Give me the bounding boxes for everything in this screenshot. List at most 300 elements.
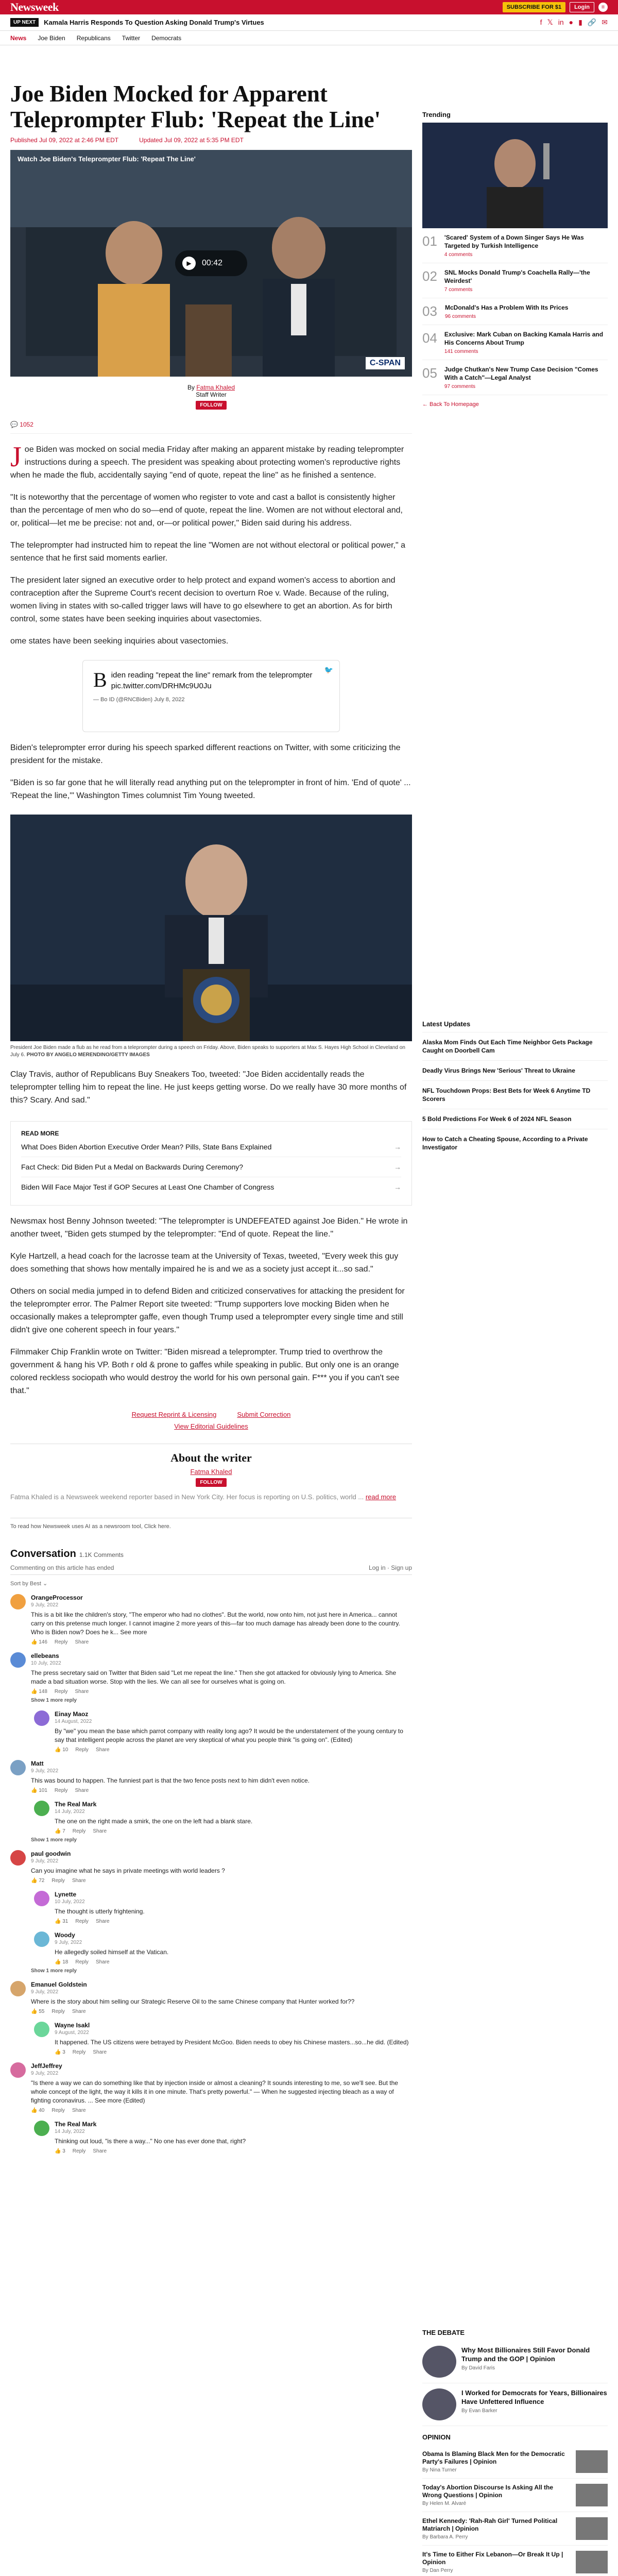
facebook-icon[interactable]: f xyxy=(540,18,542,26)
comment xyxy=(10,1652,412,1694)
comment-text: Where is the story about him selling our Strategic Reserve Oil to the same Chinese company that Hunter worked for?? xyxy=(31,1998,355,2005)
trending-body xyxy=(445,303,568,319)
trending-image[interactable] xyxy=(422,123,608,228)
trending-item[interactable] xyxy=(422,228,608,263)
comment-author[interactable]: OrangeProcessor xyxy=(31,1594,83,1601)
comment-body xyxy=(55,2121,412,2154)
trending-item[interactable] xyxy=(422,263,608,298)
arrow-right-icon: → xyxy=(394,1143,401,1151)
byline xyxy=(10,384,412,410)
nav-republicans[interactable]: Republicans xyxy=(76,34,111,42)
sidebar xyxy=(422,111,608,408)
reply-button[interactable]: Reply xyxy=(54,1639,68,1645)
play-icon[interactable]: ▶ xyxy=(182,257,196,270)
request-reprint-link[interactable]: Request Reprint & Licensing xyxy=(131,1411,217,1418)
reply-button[interactable]: Reply xyxy=(72,2148,86,2154)
up-next-badge: UP NEXT xyxy=(10,18,39,27)
trending-number: 03 xyxy=(422,303,437,319)
read-more-link[interactable]: Biden Will Face Major Test if GOP Secures at Least One Chamber of Congress xyxy=(21,1183,274,1191)
like-count[interactable] xyxy=(55,1959,68,1965)
like-value: 72 xyxy=(39,1878,45,1884)
latest-item-title[interactable]: Deadly Virus Brings New 'Serious' Threat to Ukraine xyxy=(422,1067,575,1074)
trending-item[interactable] xyxy=(422,360,608,395)
comment-text: "Is there a way we can do something like that by injection inside or almost a cleaning? It sounds interesting to me, so we'll see. But the whole concept of the light, the way it kills it in one minute. That's pretty powerful." — When he suggested injecting bleach as a way of fighting coronavirus. ... See more (Edited) xyxy=(31,2079,398,2104)
opinion-title: OPINION xyxy=(422,2433,451,2441)
comment xyxy=(34,1801,412,1834)
read-more-item[interactable] xyxy=(21,1157,401,1177)
reply-button[interactable]: Reply xyxy=(54,1788,68,1793)
trending-item[interactable] xyxy=(422,325,608,360)
tweet-meta[interactable]: — Bo ID (@RNCBiden) July 8, 2022 xyxy=(93,697,185,703)
editorial-guidelines-link[interactable]: View Editorial Guidelines xyxy=(174,1422,248,1430)
opinion-item-title[interactable]: Ethel Kennedy: 'Rah-Rah Girl' Turned Political Matriarch | Opinion xyxy=(422,2517,558,2532)
comment-text: This is a bit like the children's story, "The emperor who had no clothes". But the world, now onto him, not just here in America... cannot carry on this pretense much longer. I cannot imagine 2 more years of this—far too much damage has already been done to the country. Who is Biden now? Does he k... See more xyxy=(31,1611,400,1636)
paragraph-2: "It is noteworthy that the percentage of women who register to vote and cast a ballot is consistently higher than the percentage of men who do so—end of quote, repeat the line. Women are not without electoral and, or, political—let me be precise: not and, or—or political power," Biden said during his address. xyxy=(10,493,403,528)
like-value: 10 xyxy=(62,1747,68,1753)
comment-body xyxy=(31,2062,412,2113)
comment-date: 9 July, 2022 xyxy=(55,1940,82,1945)
thumbs-up-icon[interactable]: 👍 xyxy=(31,1788,39,1793)
avatar xyxy=(10,1981,26,1996)
like-value: 31 xyxy=(62,1919,68,1924)
opinion-item[interactable] xyxy=(422,2512,608,2546)
debate-list xyxy=(422,2341,608,2426)
comment xyxy=(10,2062,412,2113)
reply-button[interactable]: Reply xyxy=(72,1828,86,1834)
comment-author[interactable]: Emanuel Goldstein xyxy=(31,1981,87,1988)
comment-text: The thought is utterly frightening. xyxy=(55,1908,145,1915)
conversation-count: 1.1K Comments xyxy=(79,1551,124,1558)
share-button[interactable]: Share xyxy=(72,2108,86,2113)
trending-comments[interactable]: 96 comments xyxy=(445,314,476,319)
nav-twitter[interactable]: Twitter xyxy=(122,34,141,42)
share-button[interactable]: Share xyxy=(72,1878,86,1884)
paragraph-6: "Biden is so far gone that he will literally read anything put on the teleprompter in front of him. 'End of quote' ... 'Repeat the line,'" Washington Times columnist Tim Young tweeted. xyxy=(10,778,411,800)
comment-body xyxy=(55,2022,412,2055)
comment-date: 9 August, 2022 xyxy=(55,2030,89,2036)
reddit-icon[interactable]: ● xyxy=(569,18,574,26)
latest-item-title[interactable]: 5 Bold Predictions For Week 6 of 2024 NFL Season xyxy=(422,1115,572,1123)
opinion-item-author: By Helen M. Alvaré xyxy=(422,2501,467,2506)
opinion-thumbnail xyxy=(576,2450,608,2473)
trending-title: Trending xyxy=(422,111,451,118)
like-count[interactable] xyxy=(31,1639,47,1645)
opinion-body xyxy=(422,2517,571,2540)
avatar xyxy=(10,1594,26,1609)
thumbs-up-icon[interactable]: 👍 xyxy=(31,1689,39,1694)
nav-joe-biden[interactable]: Joe Biden xyxy=(38,34,65,42)
like-value: 146 xyxy=(39,1639,47,1645)
share-button[interactable]: Share xyxy=(93,2049,107,2055)
share-button[interactable]: Share xyxy=(72,2009,86,2014)
biden-photo-icon xyxy=(10,815,412,1041)
share-button[interactable]: Share xyxy=(95,1919,110,1924)
thumbs-up-icon[interactable]: 👍 xyxy=(55,1747,63,1753)
updated-date: Updated Jul 09, 2022 at 5:35 PM EDT xyxy=(139,137,244,144)
avatar xyxy=(10,1760,26,1775)
commenting-ended: Commenting on this article has ended xyxy=(10,1564,114,1571)
author-role: Staff Writer xyxy=(196,391,227,398)
reply-button[interactable]: Reply xyxy=(52,1878,65,1884)
paragraph-10: Others on social media jumped in to defend Biden and criticized conservatives for attacking the president for the teleprompter error. The Palmer Report site tweeted: "Trump supporters love mocking Biden when he occasionally makes a teleprompter gaffe, even though Trump used a teleprompter every single time and still didn't give one coherent speech in four years." xyxy=(10,1287,405,1334)
share-button[interactable]: Share xyxy=(95,1959,110,1965)
comment-author[interactable]: Wayne Isakl xyxy=(55,2022,90,2029)
trending-comments[interactable]: 141 comments xyxy=(444,349,478,354)
latest-item-title[interactable]: NFL Touchdown Props: Best Bets for Week 6 Anytime TD Scorers xyxy=(422,1087,591,1103)
comment-actions xyxy=(31,1689,412,1694)
latest-updates xyxy=(422,1020,608,1157)
conversation-title xyxy=(10,1548,412,1560)
opinion-body xyxy=(422,2551,571,2573)
writer-follow-button[interactable]: FOLLOW xyxy=(196,1478,226,1487)
comment-text: The press secretary said on Twitter that Biden said "Let me repeat the line." Then she got attacked for obviously lying to America. She made a bad situation worse. Stop with the lies. We can all see for ourselves what is going on. xyxy=(31,1669,397,1685)
comment-text: By "we" you mean the base which parrot company with reality long ago? It would be the understatement of the young century to say that intelligent people across the planet are very skeptical of what you people think "is going on". (Edited) xyxy=(55,1727,403,1743)
comment-body xyxy=(31,1652,412,1694)
thumbs-up-icon[interactable]: 👍 xyxy=(31,2009,39,2014)
twitter-icon[interactable]: 𝕏 xyxy=(547,18,553,26)
comment-date: 10 July, 2022 xyxy=(55,1899,85,1905)
drop-cap: J xyxy=(10,441,22,473)
writer-name[interactable]: Fatma Khaled xyxy=(190,1468,232,1476)
like-value: 55 xyxy=(39,2009,45,2014)
opinion-thumbnail xyxy=(576,2484,608,2506)
trending-comments[interactable]: 97 comments xyxy=(444,384,475,389)
thumbs-up-icon[interactable]: 👍 xyxy=(55,1959,63,1965)
like-count[interactable] xyxy=(55,1747,68,1753)
login-button[interactable]: Login xyxy=(570,2,594,12)
reply-button[interactable]: Reply xyxy=(52,2108,65,2113)
comment-actions xyxy=(55,2049,412,2055)
like-count[interactable] xyxy=(55,1919,68,1924)
comment-date: 10 July, 2022 xyxy=(31,1660,61,1666)
comment-actions xyxy=(31,1639,412,1645)
share-button[interactable]: Share xyxy=(93,2148,107,2154)
read-more-item[interactable] xyxy=(21,1177,401,1197)
article-photo xyxy=(10,815,412,1041)
comment-actions xyxy=(55,2148,412,2154)
latest-item[interactable] xyxy=(422,1032,608,1060)
like-count[interactable] xyxy=(31,2009,44,2014)
like-value: 148 xyxy=(39,1689,47,1694)
comment-author[interactable]: The Real Mark xyxy=(55,2121,97,2128)
top-bar-actions xyxy=(503,2,608,12)
video-play-button[interactable] xyxy=(175,250,247,276)
opinion-body xyxy=(422,2450,571,2473)
photo-caption xyxy=(10,1044,412,1059)
trending-number: 05 xyxy=(422,365,437,381)
embedded-tweet[interactable] xyxy=(82,660,340,732)
like-count[interactable] xyxy=(31,1689,47,1694)
reply-button[interactable]: Reply xyxy=(75,1919,89,1924)
trending-title-text[interactable]: Judge Chutkan's New Trump Case Decision "Comes With a Catch"—Legal Analyst xyxy=(444,366,598,381)
comment-text: This was bound to happen. The funniest part is that the two fence posts next to him didn't even notice. xyxy=(31,1777,310,1784)
comment xyxy=(34,2022,412,2055)
comment-author[interactable]: Einay Maoz xyxy=(55,1710,89,1718)
debate-section xyxy=(422,2329,608,2576)
latest-item[interactable] xyxy=(422,1109,608,1129)
comment-date: 14 August, 2022 xyxy=(55,1719,92,1724)
comment-actions xyxy=(55,1828,412,1834)
conversation-title-text: Conversation xyxy=(10,1548,76,1560)
share-button[interactable]: Share xyxy=(75,1788,89,1793)
paragraph-1 xyxy=(10,443,412,482)
conversation-bar xyxy=(10,1564,412,1575)
comments-count-value[interactable]: 1052 xyxy=(20,421,33,428)
comment-text: Can you imagine what he says in private meetings with world leaders ? xyxy=(31,1867,225,1874)
email-icon[interactable]: ✉ xyxy=(602,18,608,26)
share-button[interactable]: Share xyxy=(95,1747,110,1753)
avatar xyxy=(10,1652,26,1668)
trending-title-text[interactable]: Exclusive: Mark Cuban on Backing Kamala Harris and His Concerns About Trump xyxy=(444,331,604,346)
debate-item-author: By David Faris xyxy=(461,2365,495,2371)
trending-body xyxy=(444,268,608,293)
comment-text: It happened. The US citizens were betrayed by President McGoo. Biden needs to obey his Chinese masters...so...he did. (Edited) xyxy=(55,2039,409,2046)
paragraph-9: Kyle Hartzell, a head coach for the lacrosse team at the University of Texas, tweeted, "Every week this guy does something that shows how mentally impaired he is and we as a society just accept it...so sad." xyxy=(10,1252,399,1274)
writer-bio xyxy=(10,1492,412,1502)
comment-author[interactable]: ellebeans xyxy=(31,1652,59,1659)
comment-body xyxy=(55,1931,412,1965)
latest-item[interactable] xyxy=(422,1129,608,1157)
trending-title-text[interactable]: 'Scared' System of a Down Singer Says He Was Targeted by Turkish Intelligence xyxy=(444,234,584,249)
comment xyxy=(10,1594,412,1645)
read-more-box xyxy=(10,1121,412,1206)
comment-actions xyxy=(31,2108,412,2113)
trending-number: 02 xyxy=(422,268,437,284)
menu-icon[interactable]: ≡ xyxy=(598,3,608,12)
comment-actions xyxy=(31,1878,412,1884)
thumbs-up-icon[interactable]: 👍 xyxy=(55,1919,63,1924)
trending-photo-icon xyxy=(422,123,608,228)
article-footer-links xyxy=(10,1411,412,1418)
comment-author[interactable]: JeffJeffrey xyxy=(31,2062,62,2070)
comment-author[interactable]: paul goodwin xyxy=(31,1850,71,1857)
opinion-thumbnail xyxy=(576,2517,608,2540)
read-more-link[interactable]: What Does Biden Abortion Executive Order Mean? Pills, State Bans Explained xyxy=(21,1143,272,1151)
paragraph-5: Biden's teleprompter error during his speech sparked different reactions on Twitter, with some criticizing the president for the mistake. xyxy=(10,743,401,765)
photo-credit: PHOTO BY ANGELO MERENDINO/GETTY IMAGES xyxy=(26,1052,150,1058)
article-column xyxy=(10,49,412,2154)
trending-item[interactable] xyxy=(422,298,608,325)
comment-actions xyxy=(55,1747,412,1753)
tweet-drop-letter: B xyxy=(93,668,107,691)
debate-item[interactable] xyxy=(422,2341,608,2383)
opinion-item-title[interactable]: Today's Abortion Discourse Is Asking All the Wrong Questions | Opinion xyxy=(422,2484,554,2499)
comment-date: 14 July, 2022 xyxy=(55,1809,85,1815)
like-count[interactable] xyxy=(55,2049,65,2055)
debate-body xyxy=(461,2346,608,2378)
about-writer xyxy=(10,1444,412,1502)
latest-item-title[interactable]: Alaska Mom Finds Out Each Time Neighbor Gets Package Caught on Doorbell Cam xyxy=(422,1039,593,1054)
thumbs-up-icon[interactable]: 👍 xyxy=(55,1828,63,1834)
paragraph-8: Newsmax host Benny Johnson tweeted: "The teleprompter is UNDEFEATED against Joe Biden." He wrote in another tweet, "Biden gets stumped by the teleprompter: "End of quote. Repeat the line." xyxy=(10,1217,408,1239)
video-duration: 00:42 xyxy=(202,259,223,267)
comment-actions xyxy=(55,1919,412,1924)
photo-caption-text: President Joe Biden made a flub as he read from a teleprompter during a speech on Friday. Above, Biden speaks to supporters at Max S. Hayes High School in Cleveland on July 6. xyxy=(10,1045,405,1058)
opinion-item-title[interactable]: Obama Is Blaming Black Men for the Democratic Party's Failures | Opinion xyxy=(422,2450,565,2465)
submit-correction-link[interactable]: Submit Correction xyxy=(237,1411,291,1418)
show-more-replies[interactable]: Show 1 more reply xyxy=(31,1968,77,1974)
comments-count[interactable]: 💬 1052 xyxy=(10,421,412,434)
comment-date: 14 July, 2022 xyxy=(55,2129,85,2134)
comment xyxy=(10,1981,412,2014)
opinion-item-author: By Dan Perry xyxy=(422,2568,453,2573)
opinion-body xyxy=(422,2484,571,2506)
comment xyxy=(34,1891,412,1924)
trending-title-text[interactable]: SNL Mocks Donald Trump's Coachella Rally—'the Weirdest' xyxy=(444,269,590,284)
comment-date: 9 July, 2022 xyxy=(31,1858,59,1864)
debate-item-title[interactable]: Why Most Billionaires Still Favor Donald Trump and the GOP | Opinion xyxy=(461,2346,590,2363)
paragraph-3: The teleprompter had instructed him to repeat the line "Women are not without electoral or political power," a sentence that he first said moments earlier. xyxy=(10,541,406,563)
linkedin-icon[interactable]: in xyxy=(558,18,564,26)
opinion-item[interactable] xyxy=(422,2479,608,2512)
comment-date: 9 July, 2022 xyxy=(31,1768,59,1774)
conversation-section xyxy=(10,1548,412,2154)
opinion-item[interactable] xyxy=(422,2546,608,2576)
trending-comments[interactable]: 4 comments xyxy=(444,252,473,258)
comment xyxy=(34,2121,412,2154)
nav-news[interactable]: News xyxy=(10,34,27,42)
comment-author[interactable]: The Real Mark xyxy=(55,1801,97,1808)
trending-body xyxy=(444,233,608,258)
comment-text: The one on the right made a smirk, the one on the left had a blank stare. xyxy=(55,1818,253,1825)
comment-body xyxy=(31,1760,412,1793)
comment-body xyxy=(55,1801,412,1834)
debate-body xyxy=(461,2388,608,2420)
comment-date: 9 July, 2022 xyxy=(31,2071,59,2076)
comment-body xyxy=(31,1981,412,2014)
trending-title-text[interactable]: McDonald's Has a Problem With Its Prices xyxy=(445,304,569,311)
reply-button[interactable]: Reply xyxy=(75,1747,89,1753)
comment-body xyxy=(31,1594,412,1645)
show-more-replies[interactable]: Show 1 more reply xyxy=(31,1837,77,1843)
thumbs-up-icon[interactable]: 👍 xyxy=(31,2108,39,2113)
debate-item[interactable] xyxy=(422,2383,608,2426)
comment xyxy=(34,1710,412,1753)
like-count[interactable] xyxy=(31,1788,47,1793)
nav-democrats[interactable]: Democrats xyxy=(151,34,182,42)
share-icons xyxy=(540,18,608,27)
read-more-item[interactable] xyxy=(21,1137,401,1157)
debate-author-avatar xyxy=(422,2346,456,2378)
comments-list xyxy=(10,1594,412,2154)
arrow-right-icon: → xyxy=(394,1163,401,1171)
sort-by[interactable]: Sort by Best ⌄ xyxy=(10,1581,48,1587)
opinion-item-author: By Barbara A. Perry xyxy=(422,2534,468,2540)
trending-body xyxy=(444,365,608,389)
thumbs-up-icon[interactable]: 👍 xyxy=(55,2049,63,2055)
video-player[interactable] xyxy=(10,150,412,377)
comment-body xyxy=(31,1850,412,1884)
reply-button[interactable]: Reply xyxy=(54,1689,68,1694)
comment-actions xyxy=(55,1959,412,1965)
share-button[interactable]: Share xyxy=(93,1828,107,1834)
newsweek-logo[interactable]: Newsweek xyxy=(10,1,59,13)
like-value: 101 xyxy=(39,1788,47,1793)
like-count[interactable] xyxy=(55,1828,65,1834)
like-count[interactable] xyxy=(31,1878,44,1884)
thumbs-up-icon[interactable]: 👍 xyxy=(31,1878,39,1884)
share-button[interactable]: Share xyxy=(75,1689,89,1694)
avatar xyxy=(34,1891,49,1906)
show-more-replies[interactable]: Show 1 more reply xyxy=(31,1698,77,1703)
thumbs-up-icon[interactable]: 👍 xyxy=(55,2148,63,2154)
comment-text: He allegedly soiled himself at the Vatican. xyxy=(55,1948,169,1956)
up-next-title[interactable]: Kamala Harris Responds To Question Asking Donald Trump's Virtues xyxy=(44,19,264,26)
like-value: 18 xyxy=(62,1959,68,1965)
author-name[interactable]: Fatma Khaled xyxy=(196,384,235,391)
comment-author[interactable]: Lynette xyxy=(55,1891,77,1898)
comment xyxy=(10,1760,412,1793)
follow-button[interactable]: FOLLOW xyxy=(196,401,226,410)
published-date: Published Jul 09, 2022 at 2:46 PM EDT xyxy=(10,137,119,144)
ai-notice[interactable]: To read how Newsweek uses AI as a newsroom tool, Click here. xyxy=(10,1518,412,1530)
opinion-item-title[interactable]: It's Time to Either Fix Lebanon—Or Break It Up | Opinion xyxy=(422,2551,563,2566)
trending-comments[interactable]: 7 comments xyxy=(444,287,473,293)
paragraph-4-fragment: ome states have been seeking inquiries about vasectomies. xyxy=(10,637,229,646)
avatar xyxy=(34,1931,49,1947)
avatar xyxy=(34,2121,49,2136)
writer-bio-text: Fatma Khaled is a Newsweek weekend reporter based in New York City. Her focus is reporting on U.S. politics, world ... xyxy=(10,1493,364,1501)
comment xyxy=(10,1850,412,1884)
like-count[interactable] xyxy=(31,2108,44,2113)
comment-body xyxy=(55,1710,412,1753)
comment-author[interactable]: Matt xyxy=(31,1760,44,1767)
writer-read-more-link[interactable]: read more xyxy=(365,1493,397,1501)
debate-item-title[interactable]: I Worked for Democrats for Years, Billionaires Have Unfettered Influence xyxy=(461,2389,607,2405)
latest-item-title[interactable]: How to Catch a Cheating Spouse, According to a Private Investigator xyxy=(422,1136,588,1151)
reply-button[interactable]: Reply xyxy=(52,2009,65,2014)
trending-number: 04 xyxy=(422,330,437,346)
back-to-homepage-link[interactable]: ← Back To Homepage xyxy=(422,401,479,408)
latest-item[interactable] xyxy=(422,1080,608,1109)
latest-updates-title: Latest Updates xyxy=(422,1020,471,1028)
read-more-link[interactable]: Fact Check: Did Biden Put a Medal on Backwards During Ceremony? xyxy=(21,1163,244,1171)
comment-date: 9 July, 2022 xyxy=(31,1989,59,1995)
opinion-item[interactable] xyxy=(422,2445,608,2479)
comment-actions xyxy=(31,1788,412,1793)
video-title: Watch Joe Biden's Teleprompter Flub: 'Repeat The Line' xyxy=(18,155,196,163)
about-writer-title: About the writer xyxy=(170,1451,252,1464)
subscribe-button[interactable]: SUBSCRIBE FOR $1 xyxy=(503,2,565,12)
share-button[interactable]: Share xyxy=(75,1639,89,1645)
topic-nav xyxy=(0,31,618,45)
avatar xyxy=(34,1801,49,1816)
comment-author[interactable]: Woody xyxy=(55,1931,75,1939)
article-title: Joe Biden Mocked for Apparent Teleprompter Flub: 'Repeat the Line' xyxy=(10,81,381,132)
editorial-guidelines-row xyxy=(10,1422,412,1430)
tweet-text: iden reading "repeat the line" remark from the teleprompter pic.twitter.com/DRHMc9U0Ju xyxy=(111,671,313,690)
flipboard-icon[interactable]: ▮ xyxy=(578,18,582,26)
arrow-right-icon: → xyxy=(394,1183,401,1191)
byline-by: By xyxy=(187,384,195,391)
login-signup-link[interactable]: Log in · Sign up xyxy=(368,1564,412,1571)
like-count[interactable] xyxy=(55,2148,65,2154)
link-icon[interactable]: 🔗 xyxy=(587,18,597,26)
cspan-logo: C-SPAN xyxy=(366,357,405,369)
avatar xyxy=(34,1710,49,1726)
reply-button[interactable]: Reply xyxy=(75,1959,89,1965)
comment xyxy=(34,1931,412,1965)
avatar xyxy=(10,2062,26,2078)
debate-item-author: By Evan Barker xyxy=(461,2408,497,2414)
paragraph-1-text: oe Biden was mocked on social media Friday after making an apparent mistake by reading teleprompter instructions during a speech. The president was speaking about protecting women's reproductive rights when he made the flub, accidentally saying "end of quote, repeat the line" as he finished a sentence. xyxy=(10,445,404,480)
latest-item[interactable] xyxy=(422,1060,608,1080)
reply-button[interactable]: Reply xyxy=(72,2049,86,2055)
thumbs-up-icon[interactable]: 👍 xyxy=(31,1639,39,1645)
read-more-title: READ MORE xyxy=(21,1130,59,1137)
paragraph-4: The president later signed an executive order to help protect and expand women's access to abortion and contraception after the Supreme Court's recent decision to overturn Roe v. Wade. Because of the ruling, women living in states with so-called trigger laws will have to go elsewhere to get an abortion. As for birth control, some states have been seeking inquiries about vasectomies. xyxy=(10,576,396,623)
twitter-bird-icon: 🐦 xyxy=(324,666,333,674)
